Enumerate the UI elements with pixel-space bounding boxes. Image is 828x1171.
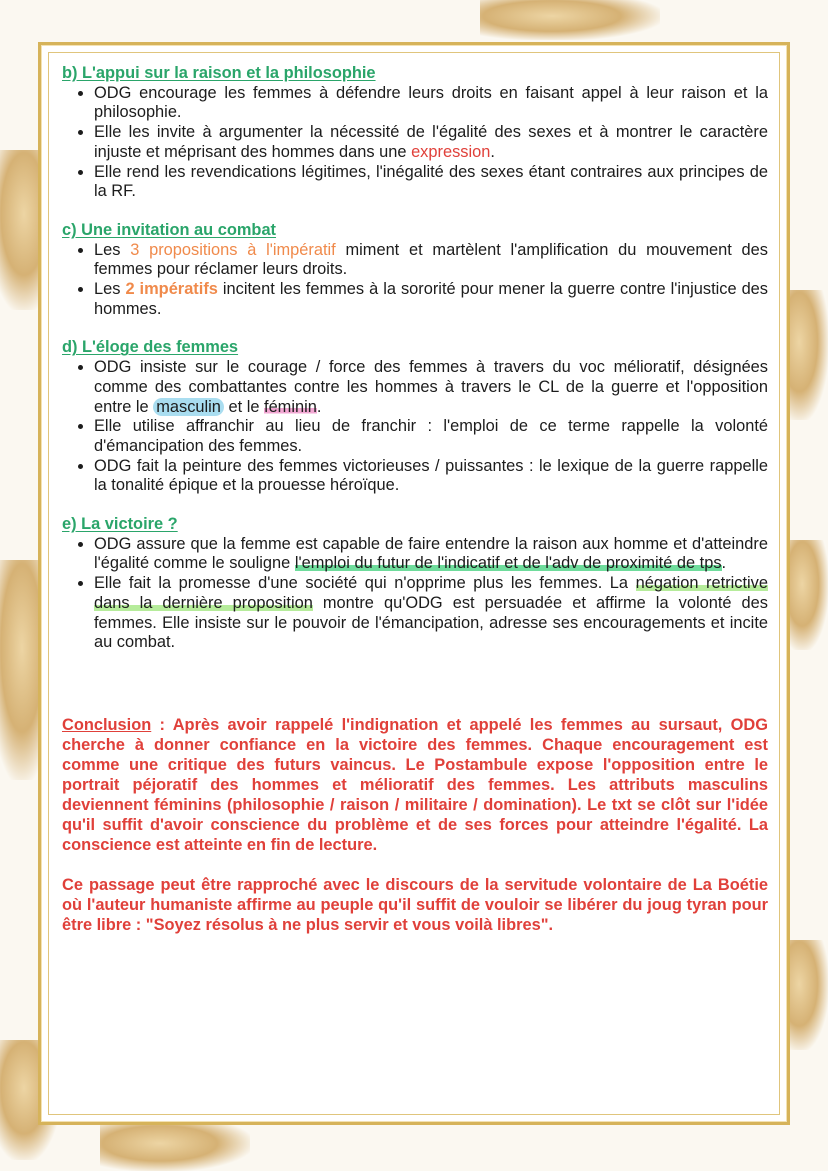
document-body <box>62 64 768 935</box>
comparison-paragraph: Ce passage peut être rapproché avec le discours de la servitude volontaire de La Boétie où l'auteur humaniste affirme au peuple qu'il suffit de vouloir se libérer du joug tyran pour être libre : "Soyez résolus à ne plus servir et vous voilà libres". <box>62 875 768 934</box>
section-title: c) Une invitation au combat <box>62 220 277 239</box>
gold-foil-decoration <box>480 0 660 40</box>
bullet-list <box>62 358 768 496</box>
highlighted-term: 3 propositions à l'impératif <box>130 240 336 259</box>
list-item: • Les 3 propositions à l'impératif miment et martèlent l'amplification du mouvement des femmes pour réclamer leurs droits. <box>94 241 768 280</box>
highlighted-term: expression <box>411 142 491 161</box>
section-d <box>62 338 768 496</box>
highlighted-term: féminin <box>264 397 317 416</box>
bullet-list <box>62 84 768 202</box>
list-item: • ODG fait la peinture des femmes victorieuses / puissantes : le lexique de la guerre rappelle la tonalité épique et la prouesse héroïque. <box>94 457 768 496</box>
list-item: • ODG insiste sur le courage / force des femmes à travers du voc mélioratif, désignées comme des combattantes contre les hommes à travers le CL de la guerre et l'opposition entre le masculin et le féminin. <box>94 358 768 417</box>
list-item: • Les 2 impératifs incitent les femmes à la sororité pour mener la guerre contre l'injustice des hommes. <box>94 280 768 319</box>
section-c <box>62 221 768 320</box>
list-item: • Elle les invite à argumenter la nécessité de l'égalité des sexes et à montrer le caractère injuste et méprisant des hommes dans une expression. <box>94 123 768 162</box>
conclusion-label: Conclusion <box>62 715 152 734</box>
conclusion-paragraph: Conclusion : Après avoir rappelé l'indignation et appelé les femmes au sursaut, ODG cherche à donner confiance en la victoire des femmes. Chaque encouragement est comme une critique des futurs vaincus. Le Postambule expose l'opposition entre le portrait péjoratif des hommes et mélioratif des femmes. Les attributs masculins deviennent féminins (philosophie / raison / militaire / domination). Le txt se clôt sur l'idée qu'il suffit d'avoir conscience du problème et de ses forces pour atteindre l'égalité. La conscience est atteinte en fin de lecture. <box>62 715 768 854</box>
bullet-list <box>62 241 768 320</box>
highlighted-term: 2 impératifs <box>125 280 218 299</box>
section-e <box>62 515 768 653</box>
highlighted-term: masculin <box>153 398 224 416</box>
section-title: e) La victoire ? <box>62 515 178 534</box>
gold-foil-decoration <box>100 1125 250 1171</box>
list-item: • ODG encourage les femmes à défendre leurs droits en faisant appel à leur raison et la philosophie. <box>94 84 768 123</box>
highlighted-term: négation retrictive dans la dernière proposition <box>94 574 768 612</box>
list-item: • Elle utilise affranchir au lieu de franchir : l'emploi de ce terme rappelle la volonté d'émancipation des femmes. <box>94 417 768 456</box>
highlighted-term: l'emploi du futur de l'indicatif et de l'adv de proximité de tps <box>294 554 722 573</box>
section-title: d) L'éloge des femmes <box>62 338 239 357</box>
section-title: b) L'appui sur la raison et la philosophie <box>62 64 376 82</box>
list-item: • Elle rend les revendications légitimes, l'inégalité des sexes étant contraires aux principes de la RF. <box>94 163 768 202</box>
list-item: • Elle fait la promesse d'une société qui n'opprime plus les femmes. La négation retrictive dans la dernière proposition montre qu'ODG est persuadée et affirme la volonté des femmes. Elle insiste sur le pouvoir de l'émancipation, adresse ses encouragements et incite au combat. <box>94 574 768 653</box>
gold-foil-decoration <box>785 540 828 650</box>
section-b <box>62 64 768 202</box>
list-item: • ODG assure que la femme est capable de faire entendre la raison aux homme et d'atteindre l'égalité comme le souligne l'emploi du futur de l'indicatif et de l'adv de proximité de tps. <box>94 535 768 574</box>
bullet-list <box>62 535 768 653</box>
